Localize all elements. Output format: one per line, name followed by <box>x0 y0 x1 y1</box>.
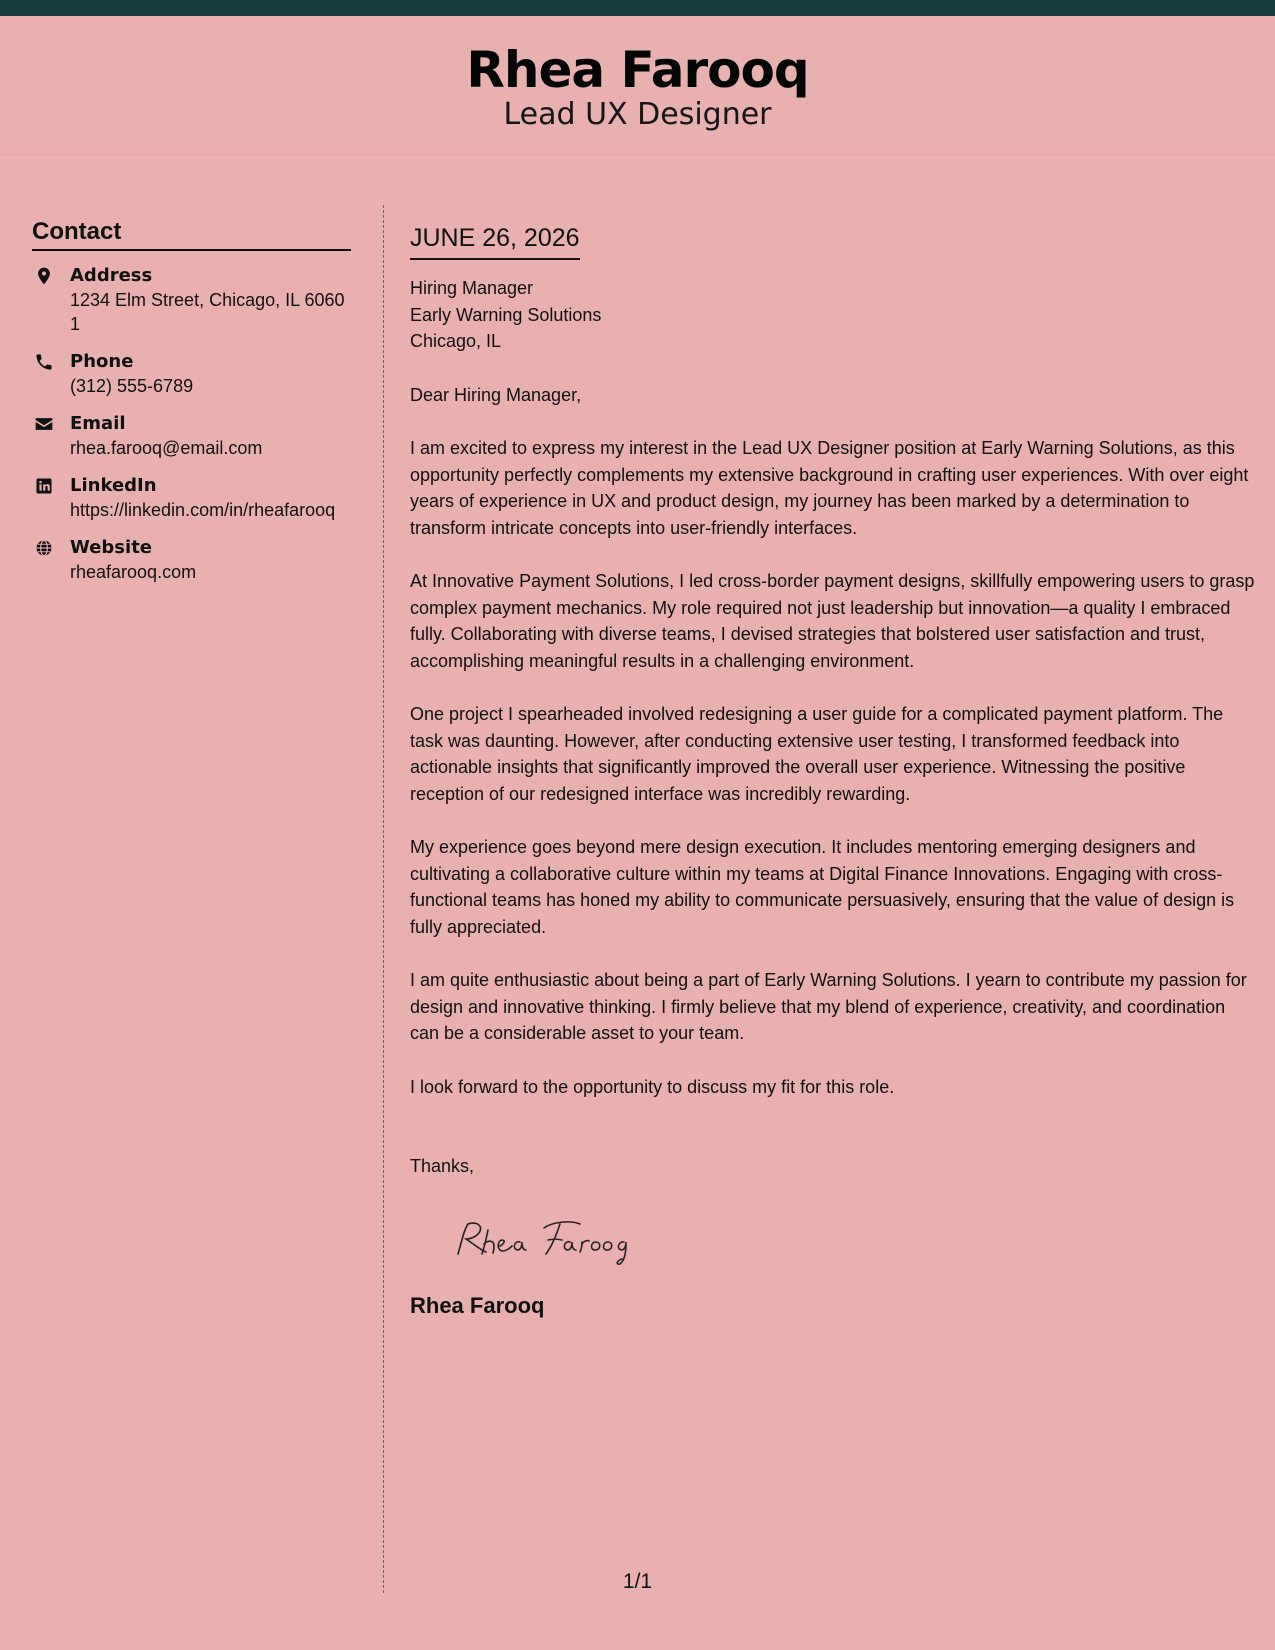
paragraph: I am quite enthusiastic about being a part of Early Warning Solutions. I yearn to contribute my passion for design and innovative thinking. I firmly believe that my blend of experience, creativity, and coordination can be a considerable asset to your team. <box>410 970 1247 1043</box>
contact-label: Email <box>70 412 126 434</box>
letter-date: JUNE 26, 2026 <box>410 222 580 260</box>
envelope-icon <box>34 414 54 434</box>
paragraph: My experience goes beyond mere design execution. It includes mentoring emerging designers and cultivating a collaborative culture within my teams at Digital Finance Innovations. Engaging with cross-functional teams has honed my ability to communicate persuasively, ensuring that the value of design is fully appreciated. <box>410 837 1235 937</box>
contact-value: rhea.farooq@email.com <box>70 437 263 458</box>
linkedin-icon <box>34 476 54 496</box>
contact-address <box>32 264 351 336</box>
contact-phone <box>32 350 351 398</box>
paragraph: I look forward to the opportunity to discuss my fit for this role. <box>410 1076 895 1097</box>
contact-value: 1234 Elm Street, Chicago, IL 60601 <box>70 289 345 334</box>
column-divider <box>383 205 384 1593</box>
contact-label: Website <box>70 536 153 558</box>
contact-label: Address <box>70 264 153 286</box>
contact-heading: Contact <box>32 218 351 251</box>
contact-sidebar <box>32 218 351 584</box>
recipient-block <box>410 275 1255 355</box>
greeting: Dear Hiring Manager, <box>410 384 582 405</box>
applicant-name: Rhea Farooq <box>466 41 809 99</box>
location-pin-icon <box>34 266 54 286</box>
handwritten-signature <box>448 1210 648 1270</box>
paragraph: I am excited to express my interest in the Lead UX Designer position at Early Warning Solutions, as this opportunity perfectly complements my extensive background in crafting user experiences. With over eight years of experience in UX and product design, my journey has been marked by a determination to transform intricate concepts into user-friendly interfaces. <box>410 438 1249 538</box>
recipient-line: Hiring Manager <box>410 278 534 298</box>
globe-icon <box>34 538 54 558</box>
contact-linkedin <box>32 474 351 522</box>
paragraph: One project I spearheaded involved redesigning a user guide for a complicated payment platform. The task was daunting. However, after conducting extensive user testing, I transformed feedback into actionable insights that significantly improved the overall user experience. Witnessing the positive reception of our redesigned interface was incredibly rewarding. <box>410 704 1224 804</box>
paragraph: At Innovative Payment Solutions, I led cross-border payment designs, skillfully empowering users to grasp complex payment mechanics. My role required not just leadership but innovation—a quality I embraced fully. Collaborating with diverse teams, I devised strategies that bolstered user satisfaction and trust, accomplishing meaningful results in a challenging environment. <box>410 571 1255 671</box>
top-accent-bar <box>0 0 1275 16</box>
page-number: 1/1 <box>622 1570 653 1593</box>
contact-website <box>32 536 351 584</box>
letter-body <box>410 222 1255 1320</box>
contact-value: https://linkedin.com/in/rheafarooq <box>70 499 336 520</box>
applicant-title: Lead UX Designer <box>503 97 772 132</box>
header <box>0 16 1275 155</box>
contact-value: (312) 555-6789 <box>70 375 194 396</box>
recipient-line: Chicago, IL <box>410 331 502 351</box>
recipient-line: Early Warning Solutions <box>410 304 602 325</box>
signer-name: Rhea Farooq <box>410 1293 545 1318</box>
phone-icon <box>34 352 54 372</box>
contact-email <box>32 412 351 460</box>
contact-value: rheafarooq.com <box>70 561 197 582</box>
contact-label: LinkedIn <box>70 474 157 496</box>
closing: Thanks, <box>410 1156 475 1176</box>
contact-label: Phone <box>70 350 134 372</box>
